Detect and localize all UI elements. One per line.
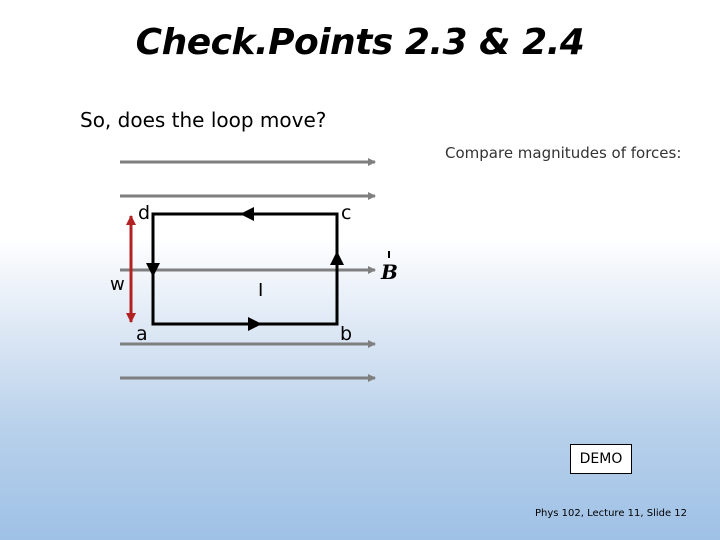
corner-label-a: a	[136, 323, 148, 345]
demo-button[interactable]: DEMO	[570, 444, 632, 474]
slide-footer: Phys 102, Lecture 11, Slide 12	[535, 508, 688, 519]
current-label: I	[258, 280, 264, 301]
field-label: B	[381, 260, 398, 284]
slide-subtitle: So, does the loop move?	[80, 108, 327, 132]
width-label: w	[110, 274, 125, 295]
slide-title: Check.Points 2.3 & 2.4	[135, 22, 585, 63]
corner-label-b: b	[340, 323, 353, 345]
corner-label-d: d	[138, 202, 151, 224]
compare-forces-label: Compare magnitudes of forces:	[445, 144, 682, 162]
corner-label-c: c	[341, 202, 352, 224]
